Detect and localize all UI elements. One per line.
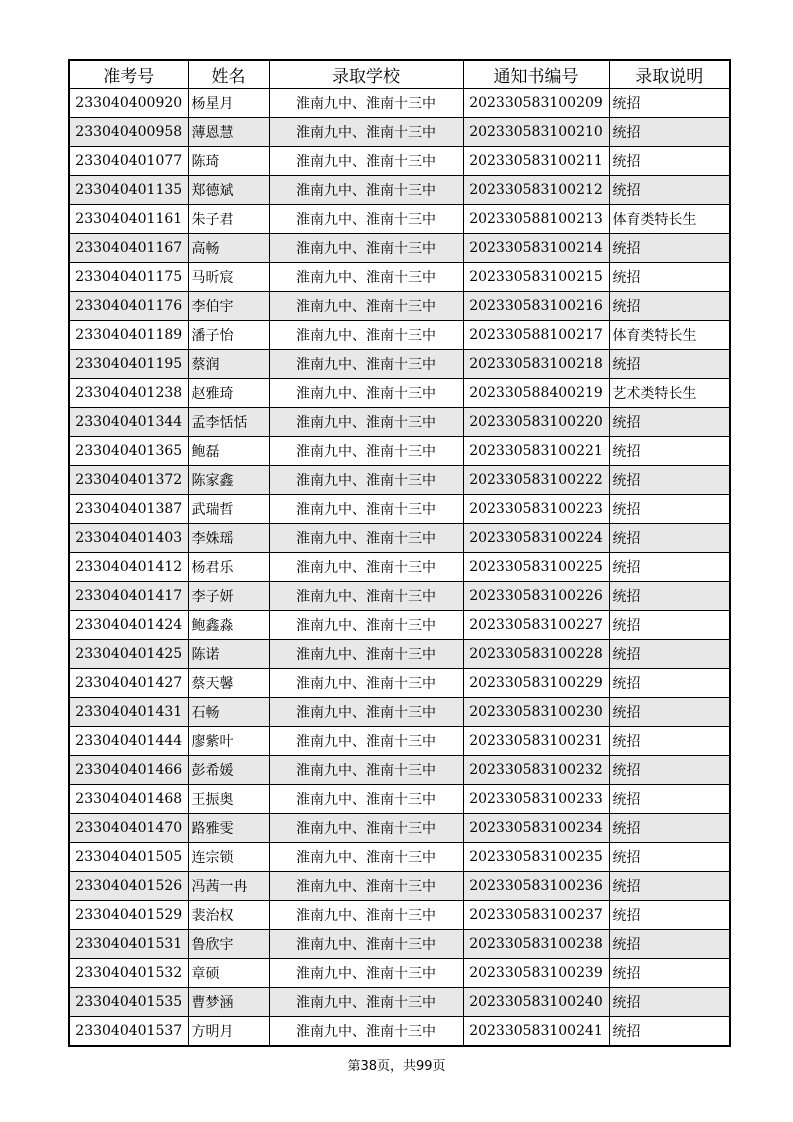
cell-student-name: 鲍磊 [188, 437, 269, 466]
cell-admission-note: 统招 [609, 466, 730, 495]
table-row [69, 176, 730, 205]
cell-student-name: 杨君乐 [188, 553, 269, 582]
cell-student-name: 马昕宸 [188, 263, 269, 292]
table-row [69, 785, 730, 814]
cell-admitted-school: 淮南九中、淮南十三中 [269, 321, 463, 350]
cell-exam-number: 233040401537 [69, 1017, 188, 1047]
cell-notice-number: 202330588400219 [463, 379, 609, 408]
cell-admitted-school: 淮南九中、淮南十三中 [269, 930, 463, 959]
cell-admission-note: 统招 [609, 756, 730, 785]
cell-admission-note: 统招 [609, 176, 730, 205]
admission-table [68, 59, 731, 1047]
cell-exam-number: 233040401535 [69, 988, 188, 1017]
table-row [69, 118, 730, 147]
page-footer: 第38页，共99页 [347, 1059, 446, 1074]
cell-notice-number: 202330583100211 [463, 147, 609, 176]
cell-student-name: 路雅雯 [188, 814, 269, 843]
cell-student-name: 章硕 [188, 959, 269, 988]
cell-exam-number: 233040401344 [69, 408, 188, 437]
header-name: 姓名 [188, 60, 269, 89]
cell-student-name: 陈家鑫 [188, 466, 269, 495]
cell-notice-number: 202330583100212 [463, 176, 609, 205]
cell-student-name: 方明月 [188, 1017, 269, 1047]
table-row [69, 263, 730, 292]
cell-exam-number: 233040401427 [69, 669, 188, 698]
cell-student-name: 潘子怡 [188, 321, 269, 350]
cell-admitted-school: 淮南九中、淮南十三中 [269, 785, 463, 814]
cell-student-name: 裴治权 [188, 901, 269, 930]
cell-exam-number: 233040401167 [69, 234, 188, 263]
cell-admitted-school: 淮南九中、淮南十三中 [269, 959, 463, 988]
cell-notice-number: 202330583100240 [463, 988, 609, 1017]
cell-admitted-school: 淮南九中、淮南十三中 [269, 640, 463, 669]
header-admission-note: 录取说明 [609, 60, 730, 89]
cell-exam-number: 233040401161 [69, 205, 188, 234]
table-row [69, 234, 730, 263]
cell-admission-note: 统招 [609, 611, 730, 640]
cell-admission-note: 统招 [609, 234, 730, 263]
cell-admission-note: 统招 [609, 350, 730, 379]
cell-admission-note: 统招 [609, 89, 730, 118]
cell-notice-number: 202330583100229 [463, 669, 609, 698]
cell-notice-number: 202330583100218 [463, 350, 609, 379]
cell-exam-number: 233040401077 [69, 147, 188, 176]
cell-notice-number: 202330583100235 [463, 843, 609, 872]
cell-exam-number: 233040400920 [69, 89, 188, 118]
table-row [69, 292, 730, 321]
cell-notice-number: 202330583100239 [463, 959, 609, 988]
table-row [69, 872, 730, 901]
cell-notice-number: 202330583100216 [463, 292, 609, 321]
cell-admission-note: 统招 [609, 959, 730, 988]
cell-notice-number: 202330583100238 [463, 930, 609, 959]
table-row [69, 379, 730, 408]
cell-exam-number: 233040401532 [69, 959, 188, 988]
cell-admission-note: 统招 [609, 495, 730, 524]
cell-admitted-school: 淮南九中、淮南十三中 [269, 147, 463, 176]
cell-notice-number: 202330583100231 [463, 727, 609, 756]
cell-notice-number: 202330588100217 [463, 321, 609, 350]
cell-notice-number: 202330583100225 [463, 553, 609, 582]
cell-student-name: 李子妍 [188, 582, 269, 611]
cell-admission-note: 统招 [609, 118, 730, 147]
cell-exam-number: 233040401175 [69, 263, 188, 292]
cell-student-name: 蔡天馨 [188, 669, 269, 698]
cell-exam-number: 233040401387 [69, 495, 188, 524]
cell-exam-number: 233040401425 [69, 640, 188, 669]
cell-notice-number: 202330583100241 [463, 1017, 609, 1047]
cell-notice-number: 202330583100232 [463, 756, 609, 785]
cell-admitted-school: 淮南九中、淮南十三中 [269, 176, 463, 205]
cell-admitted-school: 淮南九中、淮南十三中 [269, 669, 463, 698]
table-row [69, 843, 730, 872]
table-row [69, 495, 730, 524]
cell-student-name: 李姝瑶 [188, 524, 269, 553]
cell-admitted-school: 淮南九中、淮南十三中 [269, 437, 463, 466]
table-row [69, 466, 730, 495]
cell-admitted-school: 淮南九中、淮南十三中 [269, 495, 463, 524]
cell-exam-number: 233040401417 [69, 582, 188, 611]
cell-student-name: 蔡润 [188, 350, 269, 379]
cell-student-name: 鲍鑫淼 [188, 611, 269, 640]
cell-student-name: 冯茜一冉 [188, 872, 269, 901]
cell-admission-note: 统招 [609, 872, 730, 901]
cell-admission-note: 统招 [609, 263, 730, 292]
table-row [69, 901, 730, 930]
cell-admitted-school: 淮南九中、淮南十三中 [269, 263, 463, 292]
cell-notice-number: 202330583100228 [463, 640, 609, 669]
cell-notice-number: 202330583100214 [463, 234, 609, 263]
table-row [69, 727, 730, 756]
table-row [69, 147, 730, 176]
cell-admitted-school: 淮南九中、淮南十三中 [269, 901, 463, 930]
cell-notice-number: 202330588100213 [463, 205, 609, 234]
table-row [69, 437, 730, 466]
cell-admission-note: 统招 [609, 727, 730, 756]
cell-student-name: 薄恩慧 [188, 118, 269, 147]
cell-notice-number: 202330583100223 [463, 495, 609, 524]
cell-student-name: 武瑞哲 [188, 495, 269, 524]
cell-admitted-school: 淮南九中、淮南十三中 [269, 582, 463, 611]
cell-admission-note: 艺术类特长生 [609, 379, 730, 408]
cell-exam-number: 233040401431 [69, 698, 188, 727]
cell-exam-number: 233040401365 [69, 437, 188, 466]
cell-exam-number: 233040401412 [69, 553, 188, 582]
cell-exam-number: 233040401424 [69, 611, 188, 640]
cell-exam-number: 233040401176 [69, 292, 188, 321]
cell-admission-note: 统招 [609, 1017, 730, 1047]
cell-notice-number: 202330583100215 [463, 263, 609, 292]
cell-admitted-school: 淮南九中、淮南十三中 [269, 814, 463, 843]
cell-admission-note: 统招 [609, 408, 730, 437]
cell-student-name: 朱子君 [188, 205, 269, 234]
cell-admitted-school: 淮南九中、淮南十三中 [269, 292, 463, 321]
cell-exam-number: 233040401403 [69, 524, 188, 553]
cell-exam-number: 233040400958 [69, 118, 188, 147]
table-row [69, 611, 730, 640]
table-row [69, 553, 730, 582]
cell-student-name: 陈琦 [188, 147, 269, 176]
table-row [69, 930, 730, 959]
table-header-row [69, 60, 730, 89]
cell-exam-number: 233040401526 [69, 872, 188, 901]
cell-admission-note: 统招 [609, 930, 730, 959]
cell-admitted-school: 淮南九中、淮南十三中 [269, 466, 463, 495]
cell-admitted-school: 淮南九中、淮南十三中 [269, 988, 463, 1017]
cell-student-name: 杨星月 [188, 89, 269, 118]
cell-admitted-school: 淮南九中、淮南十三中 [269, 553, 463, 582]
cell-student-name: 陈诺 [188, 640, 269, 669]
cell-exam-number: 233040401189 [69, 321, 188, 350]
cell-admission-note: 统招 [609, 640, 730, 669]
cell-admission-note: 统招 [609, 524, 730, 553]
cell-admitted-school: 淮南九中、淮南十三中 [269, 379, 463, 408]
header-admitted-school: 录取学校 [269, 60, 463, 89]
cell-notice-number: 202330583100222 [463, 466, 609, 495]
cell-student-name: 王振奥 [188, 785, 269, 814]
cell-student-name: 李伯宇 [188, 292, 269, 321]
cell-notice-number: 202330583100234 [463, 814, 609, 843]
cell-admission-note: 统招 [609, 901, 730, 930]
cell-notice-number: 202330583100233 [463, 785, 609, 814]
cell-admission-note: 统招 [609, 437, 730, 466]
cell-student-name: 鲁欣宇 [188, 930, 269, 959]
cell-student-name: 石畅 [188, 698, 269, 727]
cell-notice-number: 202330583100209 [463, 89, 609, 118]
cell-student-name: 赵雅琦 [188, 379, 269, 408]
table-row [69, 959, 730, 988]
cell-admission-note: 统招 [609, 814, 730, 843]
cell-student-name: 曹梦涵 [188, 988, 269, 1017]
table-row [69, 988, 730, 1017]
table-row [69, 205, 730, 234]
cell-admission-note: 统招 [609, 553, 730, 582]
cell-notice-number: 202330583100227 [463, 611, 609, 640]
cell-admitted-school: 淮南九中、淮南十三中 [269, 756, 463, 785]
cell-admission-note: 统招 [609, 698, 730, 727]
cell-exam-number: 233040401468 [69, 785, 188, 814]
table-row [69, 698, 730, 727]
cell-student-name: 廖紫叶 [188, 727, 269, 756]
cell-notice-number: 202330583100236 [463, 872, 609, 901]
table-row [69, 321, 730, 350]
cell-admission-note: 统招 [609, 988, 730, 1017]
cell-exam-number: 233040401135 [69, 176, 188, 205]
cell-admitted-school: 淮南九中、淮南十三中 [269, 843, 463, 872]
cell-admission-note: 统招 [609, 582, 730, 611]
cell-admitted-school: 淮南九中、淮南十三中 [269, 1017, 463, 1047]
cell-exam-number: 233040401372 [69, 466, 188, 495]
cell-exam-number: 233040401466 [69, 756, 188, 785]
cell-admitted-school: 淮南九中、淮南十三中 [269, 234, 463, 263]
cell-admitted-school: 淮南九中、淮南十三中 [269, 205, 463, 234]
cell-student-name: 高畅 [188, 234, 269, 263]
cell-admitted-school: 淮南九中、淮南十三中 [269, 611, 463, 640]
cell-exam-number: 233040401529 [69, 901, 188, 930]
cell-notice-number: 202330583100220 [463, 408, 609, 437]
cell-student-name: 郑德斌 [188, 176, 269, 205]
table-row [69, 582, 730, 611]
cell-admitted-school: 淮南九中、淮南十三中 [269, 118, 463, 147]
table-row [69, 408, 730, 437]
cell-admitted-school: 淮南九中、淮南十三中 [269, 524, 463, 553]
cell-notice-number: 202330583100226 [463, 582, 609, 611]
cell-exam-number: 233040401505 [69, 843, 188, 872]
header-notice-number: 通知书编号 [463, 60, 609, 89]
cell-admitted-school: 淮南九中、淮南十三中 [269, 727, 463, 756]
cell-admitted-school: 淮南九中、淮南十三中 [269, 698, 463, 727]
header-exam-number: 准考号 [69, 60, 188, 89]
cell-admission-note: 统招 [609, 292, 730, 321]
cell-admission-note: 体育类特长生 [609, 321, 730, 350]
cell-notice-number: 202330583100230 [463, 698, 609, 727]
cell-notice-number: 202330583100237 [463, 901, 609, 930]
cell-exam-number: 233040401195 [69, 350, 188, 379]
table-row [69, 814, 730, 843]
cell-notice-number: 202330583100210 [463, 118, 609, 147]
cell-admitted-school: 淮南九中、淮南十三中 [269, 408, 463, 437]
cell-exam-number: 233040401531 [69, 930, 188, 959]
cell-admitted-school: 淮南九中、淮南十三中 [269, 872, 463, 901]
table-row [69, 1017, 730, 1047]
cell-admission-note: 统招 [609, 669, 730, 698]
cell-admission-note: 统招 [609, 785, 730, 814]
table-row [69, 524, 730, 553]
cell-admission-note: 体育类特长生 [609, 205, 730, 234]
table-row [69, 89, 730, 118]
cell-notice-number: 202330583100224 [463, 524, 609, 553]
cell-admission-note: 统招 [609, 147, 730, 176]
cell-admitted-school: 淮南九中、淮南十三中 [269, 89, 463, 118]
cell-exam-number: 233040401470 [69, 814, 188, 843]
table-row [69, 669, 730, 698]
table-row [69, 350, 730, 379]
cell-student-name: 连宗锁 [188, 843, 269, 872]
cell-student-name: 彭希媛 [188, 756, 269, 785]
cell-notice-number: 202330583100221 [463, 437, 609, 466]
cell-admitted-school: 淮南九中、淮南十三中 [269, 350, 463, 379]
table-row [69, 640, 730, 669]
cell-student-name: 孟李恬恬 [188, 408, 269, 437]
table-body [69, 89, 730, 1047]
cell-admission-note: 统招 [609, 843, 730, 872]
table-row [69, 756, 730, 785]
cell-exam-number: 233040401238 [69, 379, 188, 408]
cell-exam-number: 233040401444 [69, 727, 188, 756]
